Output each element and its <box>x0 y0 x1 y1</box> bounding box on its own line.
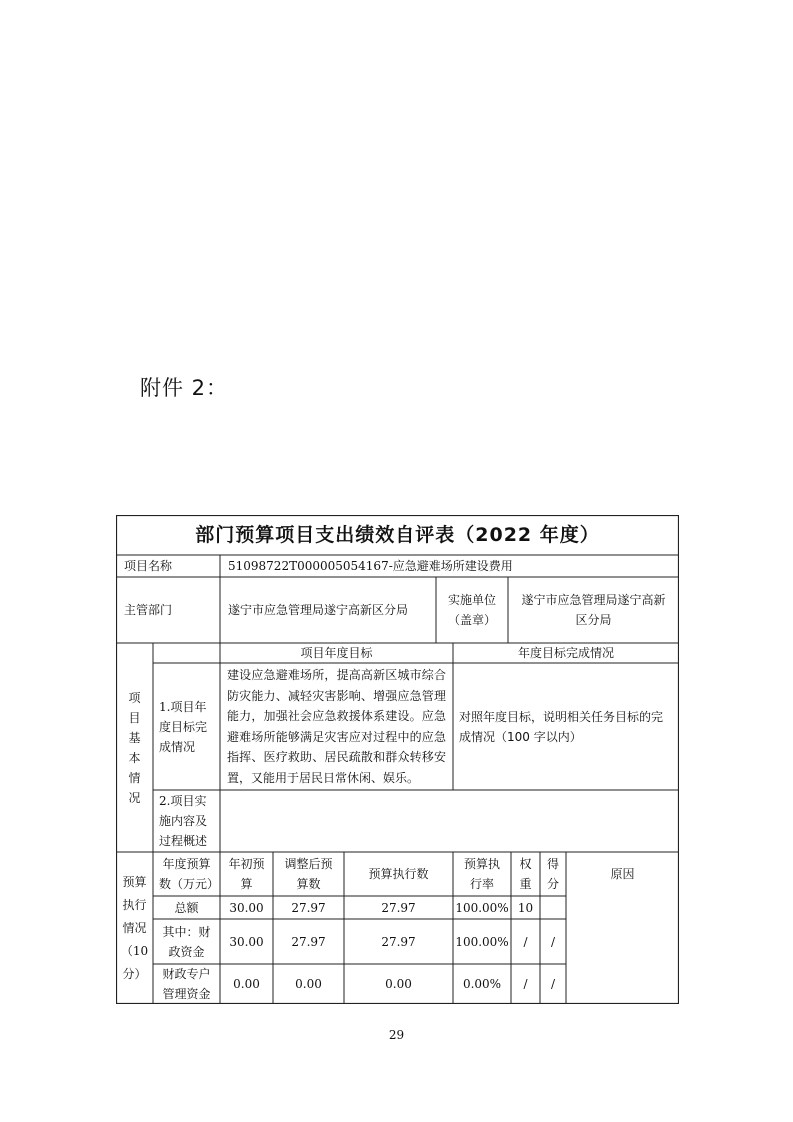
row-special-weight: / <box>523 977 528 991</box>
row-special-label: 财政专户管理资金 <box>162 967 211 1001</box>
impl-unit-label: 实施单位（盖章） <box>447 593 496 627</box>
row-fiscal-rate: 100.00% <box>455 934 509 949</box>
row-special-adjusted: 0.00 <box>295 977 322 991</box>
row-total-executed: 27.97 <box>381 900 416 915</box>
row-fiscal-weight: / <box>523 934 528 949</box>
project-name-label: 项目名称 <box>124 559 173 573</box>
impl-unit-value: 遂宁市应急管理局遂宁高新区分局 <box>521 593 666 627</box>
table-title: 部门预算项目支出绩效自评表（2022 年度） <box>195 524 600 546</box>
dept-label: 主管部门 <box>124 603 173 617</box>
goal-section-label: 1.项目年度目标完成情况 <box>159 699 208 754</box>
dept-value: 遂宁市应急管理局遂宁高新区分局 <box>228 603 409 617</box>
row-total-label: 总额 <box>174 900 199 915</box>
row-total-adjusted: 27.97 <box>291 900 326 915</box>
goal-completion-header: 年度目标完成情况 <box>517 646 614 660</box>
performance-evaluation-table <box>116 515 679 1004</box>
row-fiscal-label: 其中：财政资金 <box>162 924 211 959</box>
row-total-weight: 10 <box>517 900 534 915</box>
row-total-score <box>540 896 566 919</box>
annual-goal-header: 项目年度目标 <box>300 646 373 660</box>
header-executed: 预算执行数 <box>368 867 429 881</box>
attachment-label: 附件 2： <box>140 376 229 400</box>
row-total-rate: 100.00% <box>455 900 509 915</box>
header-reason: 原因 <box>610 867 635 881</box>
row-special-score: / <box>550 977 556 991</box>
page-number: 29 <box>388 1028 405 1042</box>
header-weight: 权重 <box>519 857 532 891</box>
project-name-value: 51098722T000005054167-应急避难场所建设费用 <box>228 559 513 573</box>
completion-text: 对照年度目标，说明相关任务目标的完成情况（100 字以内） <box>459 709 664 744</box>
row-total-initial: 30.00 <box>229 900 264 915</box>
row-fiscal-score: / <box>550 934 556 949</box>
goal-text: 建设应急避难场所，提高高新区城市综合防灾能力、减轻灾害影响、增强应急管理能力，加强社会应急救援体系建设。应急避难场所能够满足灾害应对过程中的应急指挥、医疗救助、居民疏散和群众转移安置，又能用于居民日常休闲、娱乐。 <box>227 668 446 785</box>
row-fiscal-executed: 27.97 <box>381 934 416 949</box>
row-special-initial: 0.00 <box>233 977 260 991</box>
implementation-label: 2.项目实施内容及过程概述 <box>159 794 208 848</box>
header-amount: 年度预算数（万元） <box>159 857 220 891</box>
basic-info-label: 项目基本情况 <box>128 690 141 805</box>
header-rate: 预算执行率 <box>463 857 500 891</box>
row-special-executed: 0.00 <box>385 977 412 991</box>
header-score: 得分 <box>546 857 559 891</box>
row-fiscal-adjusted: 27.97 <box>291 934 326 949</box>
budget-section-label: 预算执行情况（10分） <box>120 874 149 981</box>
header-adjusted: 调整后预算数 <box>284 857 333 891</box>
row-special-rate: 0.00% <box>462 977 502 991</box>
row-fiscal-initial: 30.00 <box>229 934 264 949</box>
header-initial: 年初预算 <box>228 857 265 891</box>
